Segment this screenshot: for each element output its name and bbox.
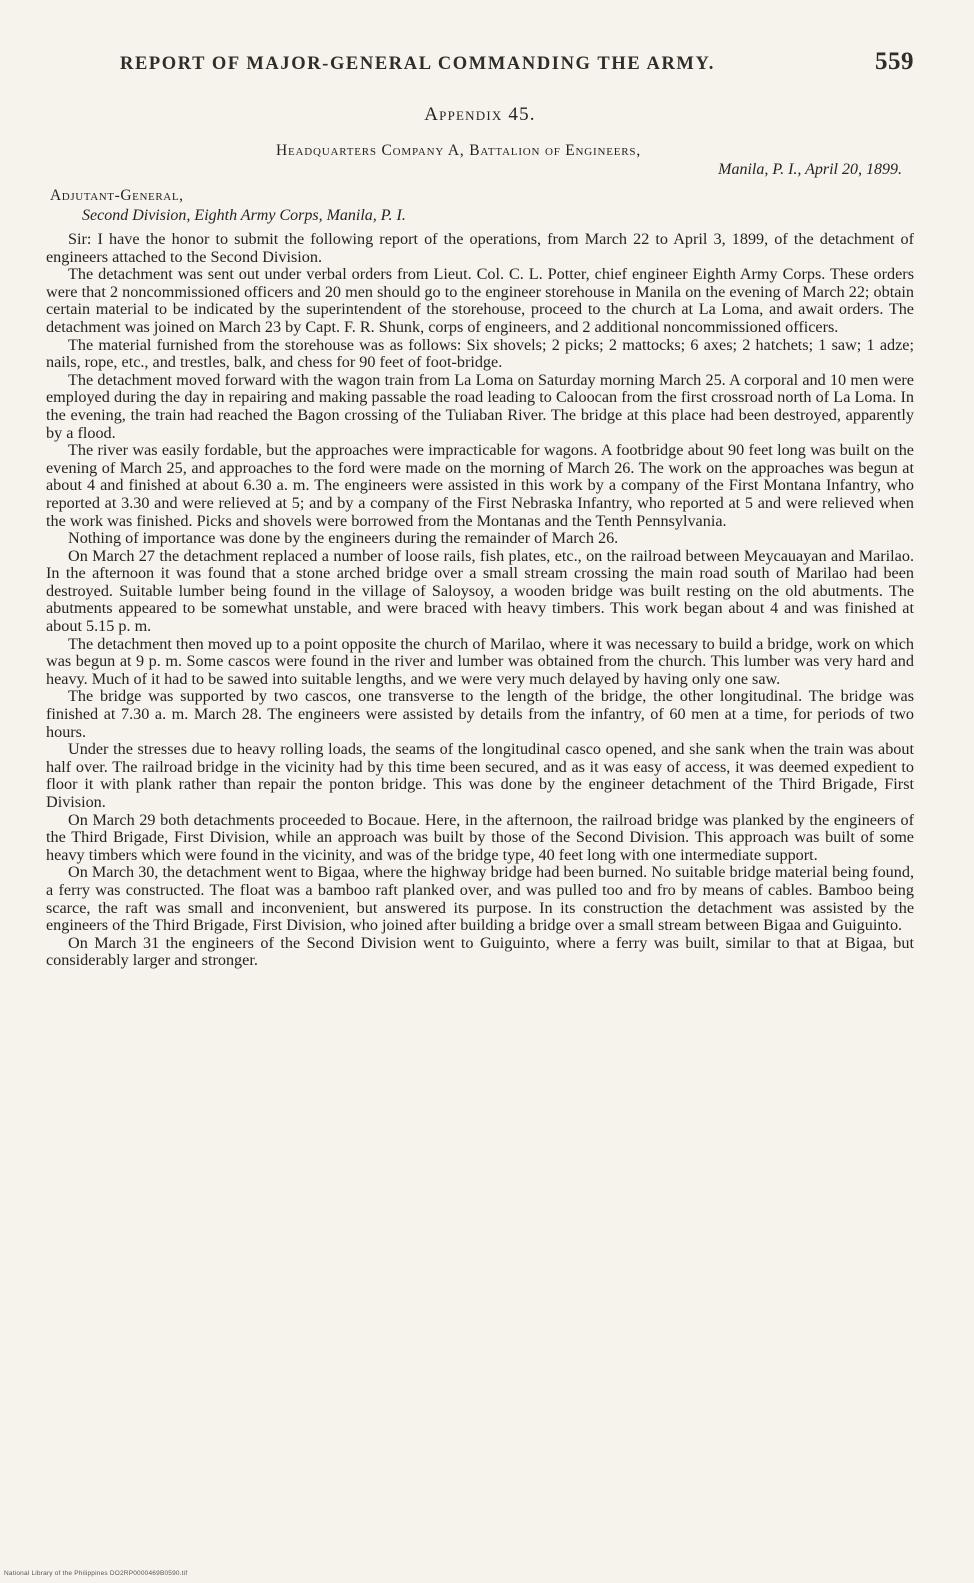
page-number: 559	[875, 48, 914, 75]
paragraph: On March 29 both detachments proceeded to Bocaue. Here, in the afternoon, the railroad bridge was planked by the engineers of the Third Brigade, First Division, while an approach was built by those of the Second Division. This approach was built of some heavy timbers which were found in the vicinity, and was of the bridge type, 40 feet long with one intermediate support.	[46, 810, 914, 864]
addressee-detail: Second Division, Eighth Army Corps, Manila, P. I.	[82, 207, 406, 224]
running-title: REPORT OF MAJOR-GENERAL COMMANDING THE ARMY.	[120, 54, 715, 74]
document-page	[46, 40, 914, 970]
paragraph-salutation: Sir: I have the honor to submit the following report of the operations, from March 22 to April 3, 1899, of the detachment of engineers attached to the Second Division.	[46, 230, 914, 266]
running-header	[46, 40, 914, 80]
paragraph: The detachment moved forward with the wagon train from La Loma on Saturday morning March 25. A corporal and 10 men were employed during the day in repairing and making passable the road leading to Caloocan from the first crossroad north of La Loma. In the evening, the train had reached the Bagon crossing of the Tuliaban River. The bridge at this place had been destroyed, apparently by a flood.	[46, 370, 914, 442]
report-body	[46, 231, 914, 970]
appendix-title: Appendix 45.	[424, 104, 536, 125]
paragraph: The material furnished from the storehouse was as follows: Six shovels; 2 picks; 2 mattocks; 6 axes; 2 hatchets; 1 saw; 1 adze; nails, rope, etc., and trestles, balk, and chess for 90 feet of foot-bridge.	[46, 335, 914, 372]
paragraph: The detachment was sent out under verbal orders from Lieut. Col. C. L. Potter, chief engineer Eighth Army Corps. These orders were that 2 noncommissioned officers and 20 men should go to the engineer storehouse in Manila on the evening of March 22; obtain certain material to be indicated by the superintendent of the storehouse, proceed to the church at La Loma, and await orders. The detachment was joined on March 23 by Capt. F. R. Shunk, corps of engineers, and 2 additional noncommissioned officers.	[46, 265, 914, 336]
scan-footer: National Library of the Philippines DO2RP0000469B0590.tif	[4, 1570, 188, 1577]
paragraph: Nothing of importance was done by the engineers during the remainder of March 26.	[68, 529, 619, 548]
place-date-line: Manila, P. I., April 20, 1899.	[718, 161, 902, 178]
addressee-title: Adjutant-General,	[50, 187, 184, 204]
paragraph: On March 27 the detachment replaced a number of loose rails, fish plates, etc., on the railroad between Meycauayan and Marilao. In the afternoon it was found that a stone arched bridge over a small stream crossing the main road south of Marilao had been destroyed. Suitable lumber being found in the village of Saloysoy, a wooden bridge was built resting on the old abutments. The abutments appeared to be somewhat unstable, and were braced with heavy timbers. This work began about 4 and was finished at about 5.15 p. m.	[46, 546, 914, 636]
paragraph: The river was easily fordable, but the approaches were impracticable for wagons. A footbridge about 90 feet long was built on the evening of March 25, and approaches to the ford were made on the morning of March 26. The work on the approaches was begun at about 4 and finished at about 6.30 a. m. The engineers were assisted in this work by a company of the First Montana Infantry, who reported at 3.30 and were relieved at 5; and by a company of the First Nebraska Infantry, who reported at 5 and were relieved when the work was finished. Picks and shovels were borrowed from the Montanas and the Tenth Pennsylvania.	[46, 441, 914, 530]
paragraph: The detachment then moved up to a point opposite the church of Marilao, where it was necessary to build a bridge, work on which was begun at 9 p. m. Some cascos were found in the river and lumber was obtained from the church. This lumber was very hard and heavy. Much of it had to be sawed into suitable lengths, and we were very much delayed by having only one saw.	[46, 634, 914, 688]
paragraph: On March 30, the detachment went to Bigaa, where the highway bridge had been burned. No suitable bridge material being found, a ferry was constructed. The float was a bamboo raft planked over, and was pulled too and fro by means of cables. Bamboo being scarce, the raft was small and inconvenient, but answered its purpose. In its construction the detachment was assisted by the engineers of the Third Brigade, First Division, who joined after building a bridge over a small stream between Bigaa and Guiguinto.	[46, 863, 914, 935]
headquarters-line: Headquarters Company A, Battalion of Engineers,	[276, 142, 642, 159]
paragraph: The bridge was supported by two cascos, one transverse to the length of the bridge, the other longitudinal. The bridge was finished at 7.30 a. m. March 28. The engineers were assisted by details from the infantry, of 60 men at a time, for periods of two hours.	[46, 687, 914, 741]
paragraph: Under the stresses due to heavy rolling loads, the seams of the longitudinal casco opened, and she sank when the train was about half over. The railroad bridge in the vicinity had by this time been secured, and as it was easy of access, it was deemed expedient to floor it with plank rather than repair the ponton bridge. This was done by the engineer detachment of the Third Brigade, First Division.	[46, 740, 914, 811]
paragraph: On March 31 the engineers of the Second Division went to Guiguinto, where a ferry was built, similar to that at Bigaa, but considerably larger and stronger.	[46, 933, 914, 970]
